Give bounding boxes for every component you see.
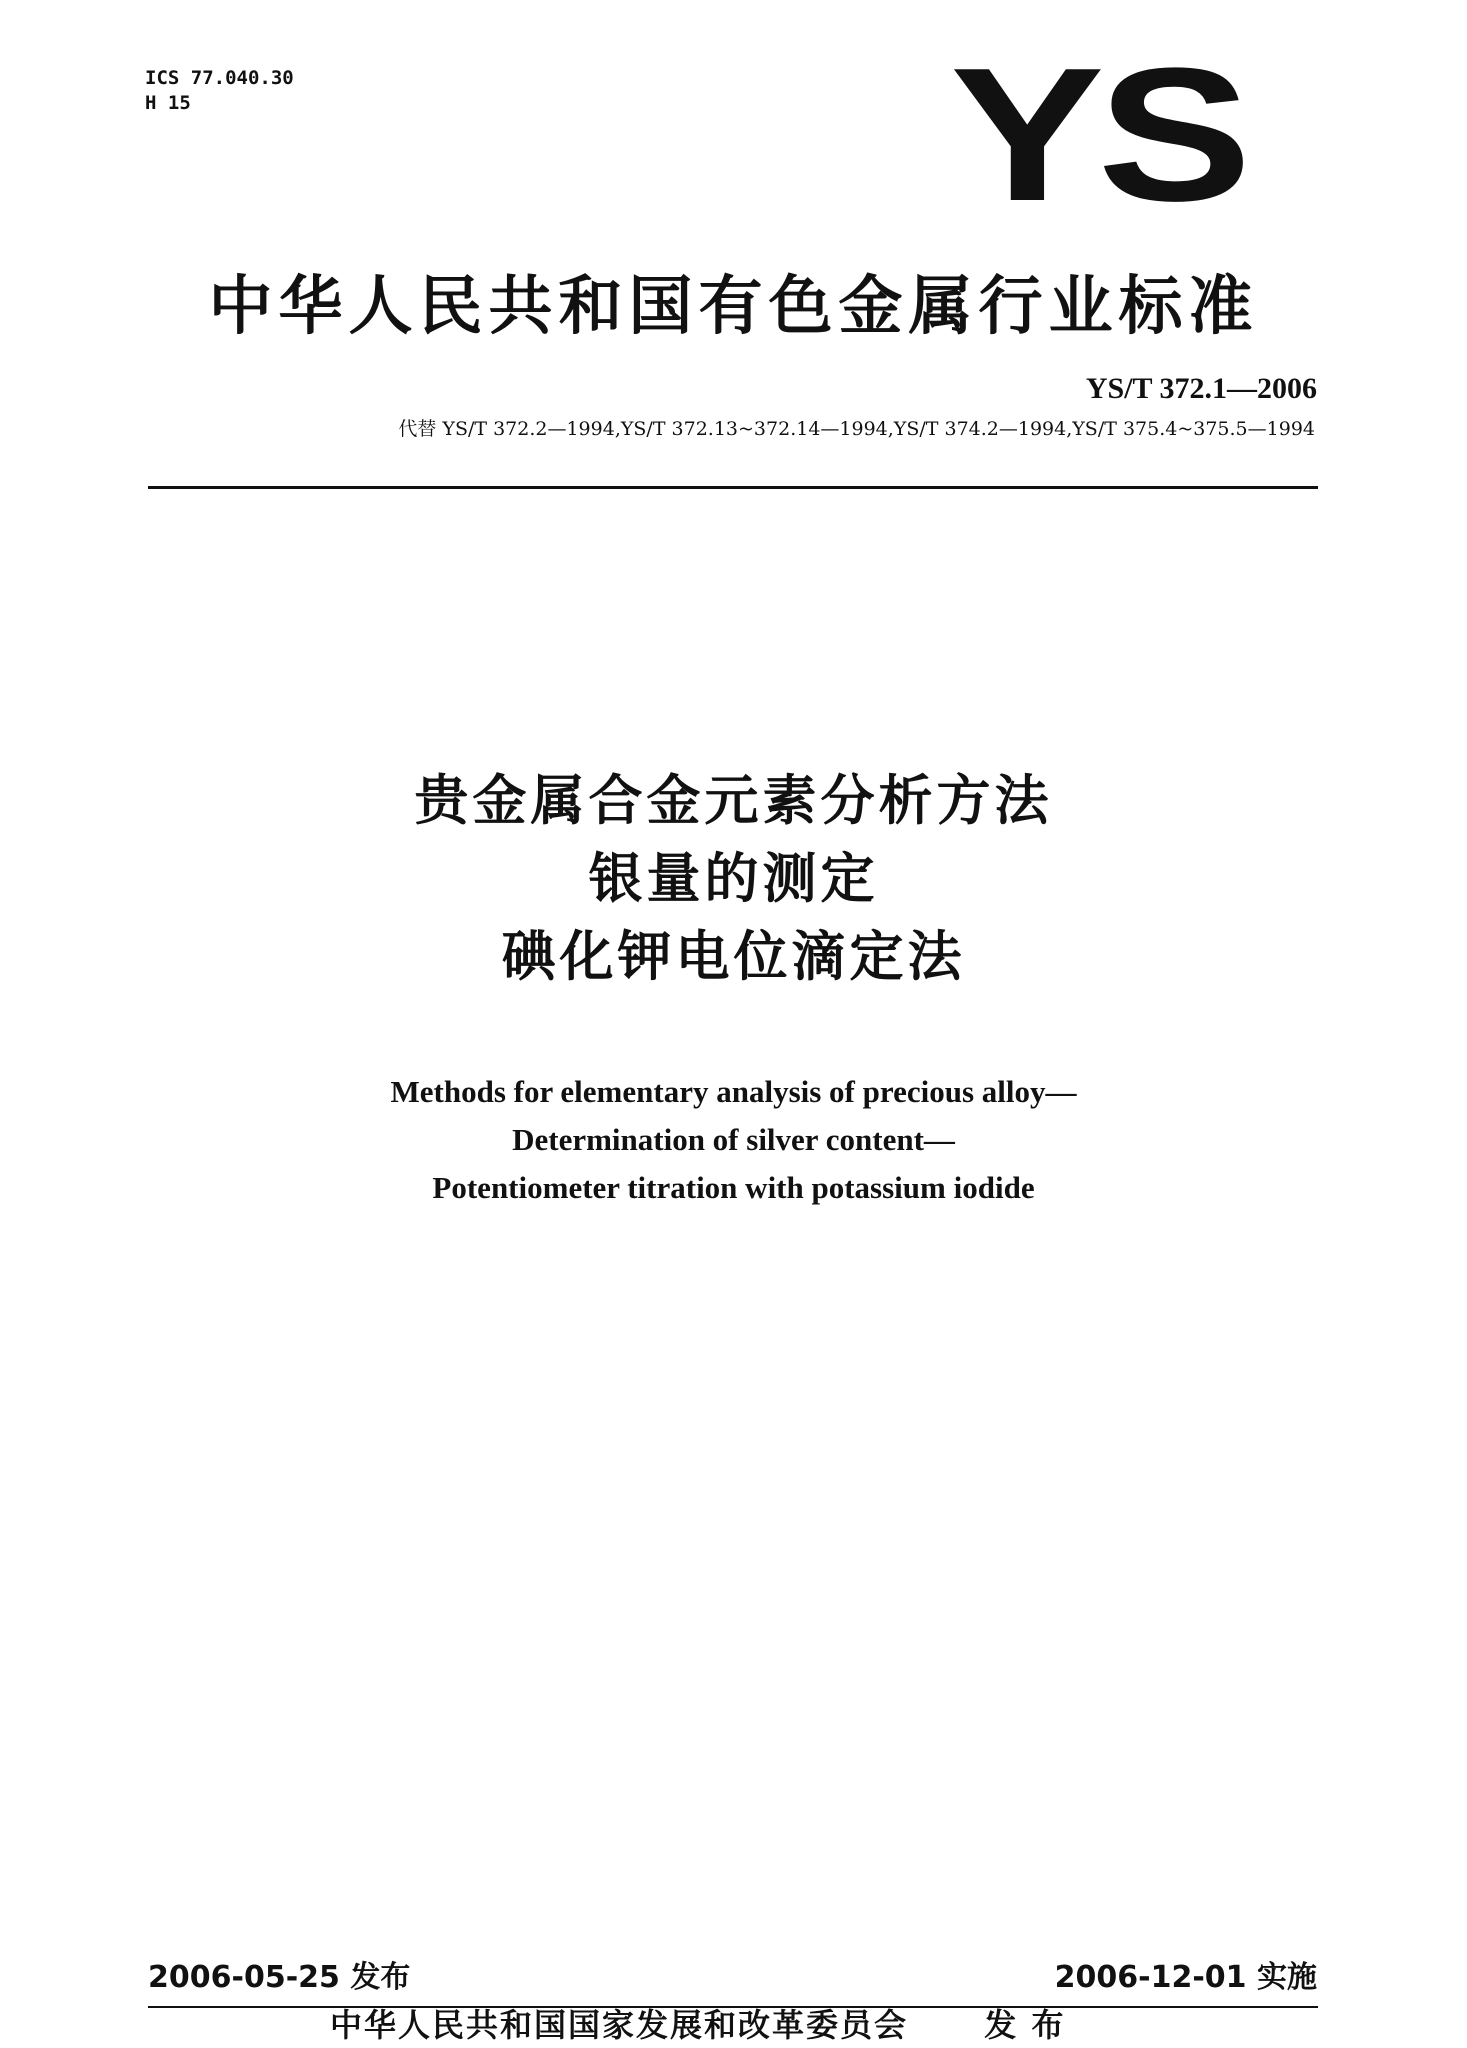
replaces-line: 代替 YS/T 372.2—1994,YS/T 372.13~372.14—1994,YS/T 374.2—1994,YS/T 375.4~375.5—1994 [398,418,1315,440]
issuer [330,2000,1065,2046]
english-title [0,1068,1467,1212]
classification-codes [145,66,294,116]
english-title-line-3: Potentiometer titration with potassium iodide [432,1170,1035,1205]
chinese-title-line-2: 银量的测定 [588,847,879,910]
chinese-title-line-1: 贵金属合金元素分析方法 [414,769,1053,832]
standard-number: YS/T 372.1—2006 [1085,372,1317,405]
ys-logo: YS [950,29,1245,241]
chinese-title-line-3: 碘化钾电位滴定法 [501,925,966,988]
implementation-date: 2006-12-01 实施 [1054,1960,1317,1995]
ics-code: ICS 77.040.30 [145,67,294,89]
header-divider [148,486,1318,489]
english-title-line-2: Determination of silver content— [512,1122,955,1157]
issuer-action: 发 布 [984,2006,1066,2044]
industry-standard-title: 中华人民共和国有色金属行业标准 [208,270,1259,344]
english-title-line-1: Methods for elementary analysis of precious alloy— [390,1074,1077,1109]
chinese-title [0,762,1467,996]
issuer-name: 中华人民共和国国家发展和改革委员会 [330,2006,909,2044]
ccs-code: H 15 [145,92,191,114]
issue-date: 2006-05-25 发布 [148,1960,411,1995]
